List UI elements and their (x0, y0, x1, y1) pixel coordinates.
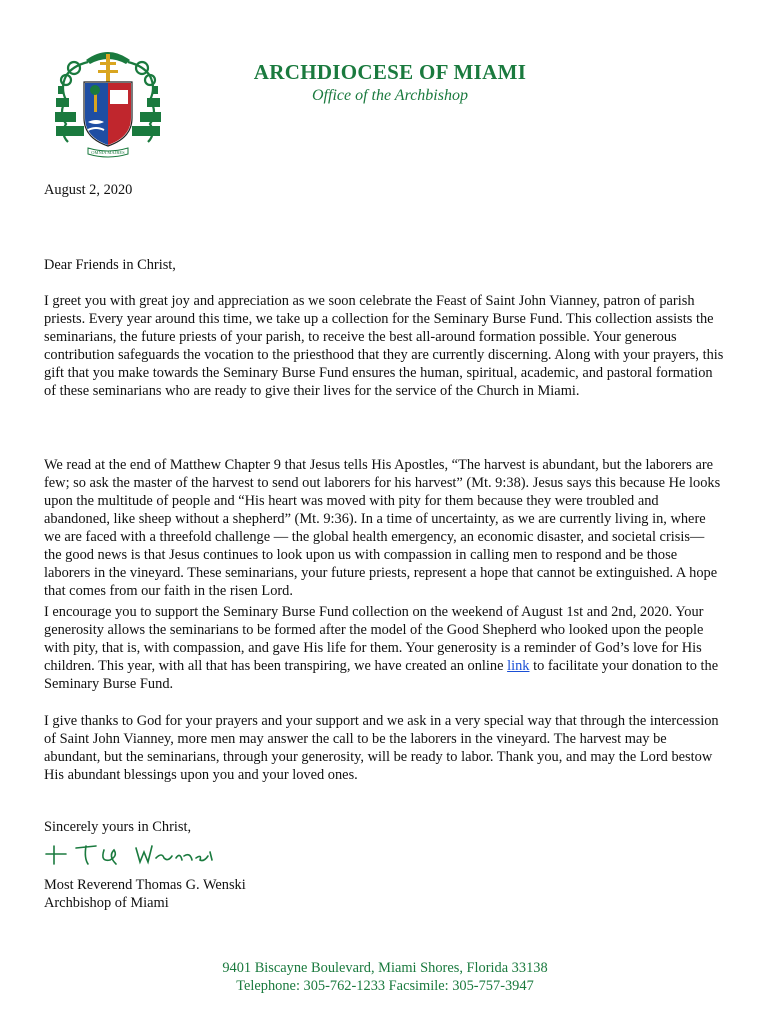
paragraph-3 (44, 603, 724, 693)
signer-name: Most Reverend Thomas G. Wenski (44, 877, 246, 893)
paragraph-4: I give thanks to God for your prayers and your support and we ask in a very special way that through the intercession of Saint John Vianney, more men may answer the call to be the laborers in the vineyard. The harvest may be abundant, but the seminarians, through your generosity, will be ready to labor. Thank you, and may the Lord bestow His abundant blessings upon you and your loved ones. (44, 713, 719, 783)
signer-title: Archbishop of Miami (44, 895, 169, 911)
letter-date: August 2, 2020 (44, 182, 133, 198)
handwritten-signature (44, 838, 234, 872)
office-name: Office of the Archbishop (312, 87, 468, 104)
footer-phone: Telephone: 305-762-1233 Facsimile: 305-757-3947 (236, 978, 534, 994)
salutation: Dear Friends in Christ, (44, 257, 176, 273)
donation-link[interactable]: link (507, 658, 530, 674)
paragraph-3-text-after: to facilitate your donation to the Seminary Burse Fund. (44, 658, 719, 692)
paragraph-3-text-before: I encourage you to support the Seminary Burse Fund collection on the weekend of August 1st and 2nd, 2020. Your generosity allows the seminarians to be formed after the model of the Good Shepherd who looked upon the people with pity, that is, with compassion, and gave His life for them. Your generosity is a reminder of God’s love for His children. This year, with all that has been transpiring, we have created an online (44, 604, 704, 674)
letterhead (240, 60, 540, 105)
svg-text:OMNIA MAJRES: OMNIA MAJRES (91, 150, 125, 155)
footer-address: 9401 Biscayne Boulevard, Miami Shores, Florida 33138 (222, 960, 548, 976)
organization-name: ARCHDIOCESE OF MIAMI (253, 60, 527, 84)
archdiocese-crest-logo (52, 42, 164, 160)
closing: Sincerely yours in Christ, (44, 819, 192, 835)
paragraph-2: We read at the end of Matthew Chapter 9 that Jesus tells His Apostles, “The harvest is abundant, but the laborers are few; so ask the master of the harvest to send out laborers for his harvest” (Mt. 9:38). Jesus says this because He looks upon the multitude of people and “His heart was moved with pity for them because they were troubled and abandoned, like sheep without a shepherd” (Mt. 9:36). In a time of uncertainty, as we are currently living in, where we are faced with a threefold challenge — the global health emergency, an economic disaster, and societal crisis— the good news is that Jesus continues to look upon us with compassion in calling men to respond and be those laborers in the vineyard. These seminarians, your future priests, represent a hope that cannot be extinguished. A hope that comes from our faith in the risen Lord. (44, 457, 721, 599)
paragraph-1: I greet you with great joy and appreciation as we soon celebrate the Feast of Saint John Vianney, patron of parish priests. Every year around this time, we take up a collection for the Seminary Burse Fund. This collection assists the seminarians, the future priests of your parish, to receive the best all-around formation possible. Your generous contribution safeguards the vocation to the priesthood that they are currently discerning. Along with your prayers, this gift that you make towards the Seminary Burse Fund ensures the human, spiritual, academic, and pastoral formation of these seminarians who are ready to give their lives for the service of the Church in Miami. (44, 293, 724, 399)
